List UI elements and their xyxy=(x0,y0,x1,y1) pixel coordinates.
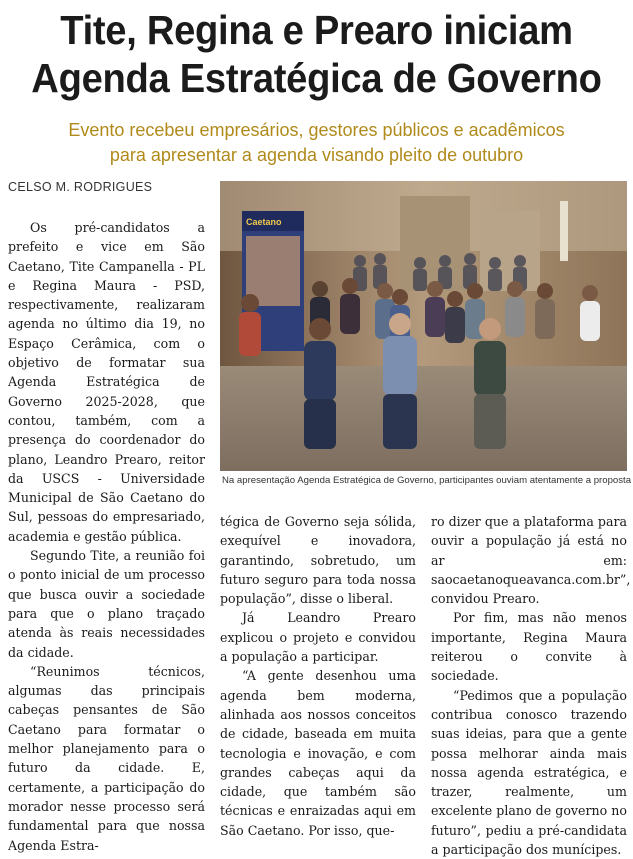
paragraph: “Reunimos técnicos, algumas das principais cabeças pensantes de São Caetano para formatar o melhor planejamento para o futuro da cidade. E, certamente, a participação do morador nesse processo será fundamental para que nossa Agenda Estra- xyxy=(8,663,205,853)
photo-caption: Na apresentação Agenda Estratégica de Governo, participantes ouviam atentamente a proposta xyxy=(222,475,632,486)
article-column-2 xyxy=(220,512,416,840)
paragraph: Segundo Tite, a reunião foi o ponto inicial de um processo que busca ouvir a sociedade para que o plano traçado atenda às reais necessidades da cidade. xyxy=(8,548,205,660)
paragraph: Os pré-candidatos a prefeito e vice em São Caetano, Tite Campanella - PL e Regina Maura - PSD, respectivamente, realizaram agenda no último dia 19, no Espaço Cerâmica, com o objetivo de formatar sua Agenda Estratégica de Governo 2025-2028, que contou, também, com a presença do coordenador do plano, Leandro Prearo, reitor da USCS - Universidade Municipal de São Caetano do Sul, pessoas do empresariado, academia e gestão pública. xyxy=(8,220,205,544)
headline xyxy=(22,6,611,102)
article-column-3 xyxy=(431,512,631,859)
article-column-1 xyxy=(8,218,205,855)
event-photo xyxy=(220,181,627,471)
headline-line-1: Tite, Regina e Prearo iniciam xyxy=(60,7,573,53)
banner-text: Caetano xyxy=(246,217,282,227)
headline-line-2: Agenda Estratégica de Governo xyxy=(31,55,602,101)
byline: CELSO M. RODRIGUES xyxy=(8,180,153,194)
paragraph: Por fim, mas não menos importante, Regina Maura reiterou o convite à sociedade. xyxy=(431,610,627,684)
paragraph: “Pedimos que a população contribua conosco trazendo suas ideias, para que a gente possa melhorar ainda mais nossa agenda estratégica, e trazer, realmente, um excelente plano de governo no futuro”, pediu a pré-candidata a participação dos munícipes. xyxy=(431,687,627,858)
paragraph: Já Leandro Prearo explicou o projeto e convidou a população a participar. xyxy=(220,610,416,665)
subheadline xyxy=(0,118,633,168)
paragraph: “A gente desenhou uma agenda bem moderna, alinhada aos nossos conceitos de cidade, baseada em muita tecnologia e inovação, e com grandes cabeças aqui da cidade, que também são técnicas e enraizadas aqui em São Caetano. Por isso, que- xyxy=(220,668,416,838)
subheadline-line-1: Evento recebeu empresários, gestores públicos e acadêmicos xyxy=(68,120,565,140)
subheadline-line-2: para apresentar a agenda visando pleito de outubro xyxy=(109,145,524,165)
paragraph: tégica de Governo seja sólida, exequível e inovadora, garantindo, sobretudo, um futuro seguro para toda nossa população”, disse o liberal. xyxy=(220,514,416,607)
paragraph: ro dizer que a plataforma para ouvir a população já está no ar em: saocaetanoqueavanca.com.br”, convidou Prearo. xyxy=(431,514,631,607)
